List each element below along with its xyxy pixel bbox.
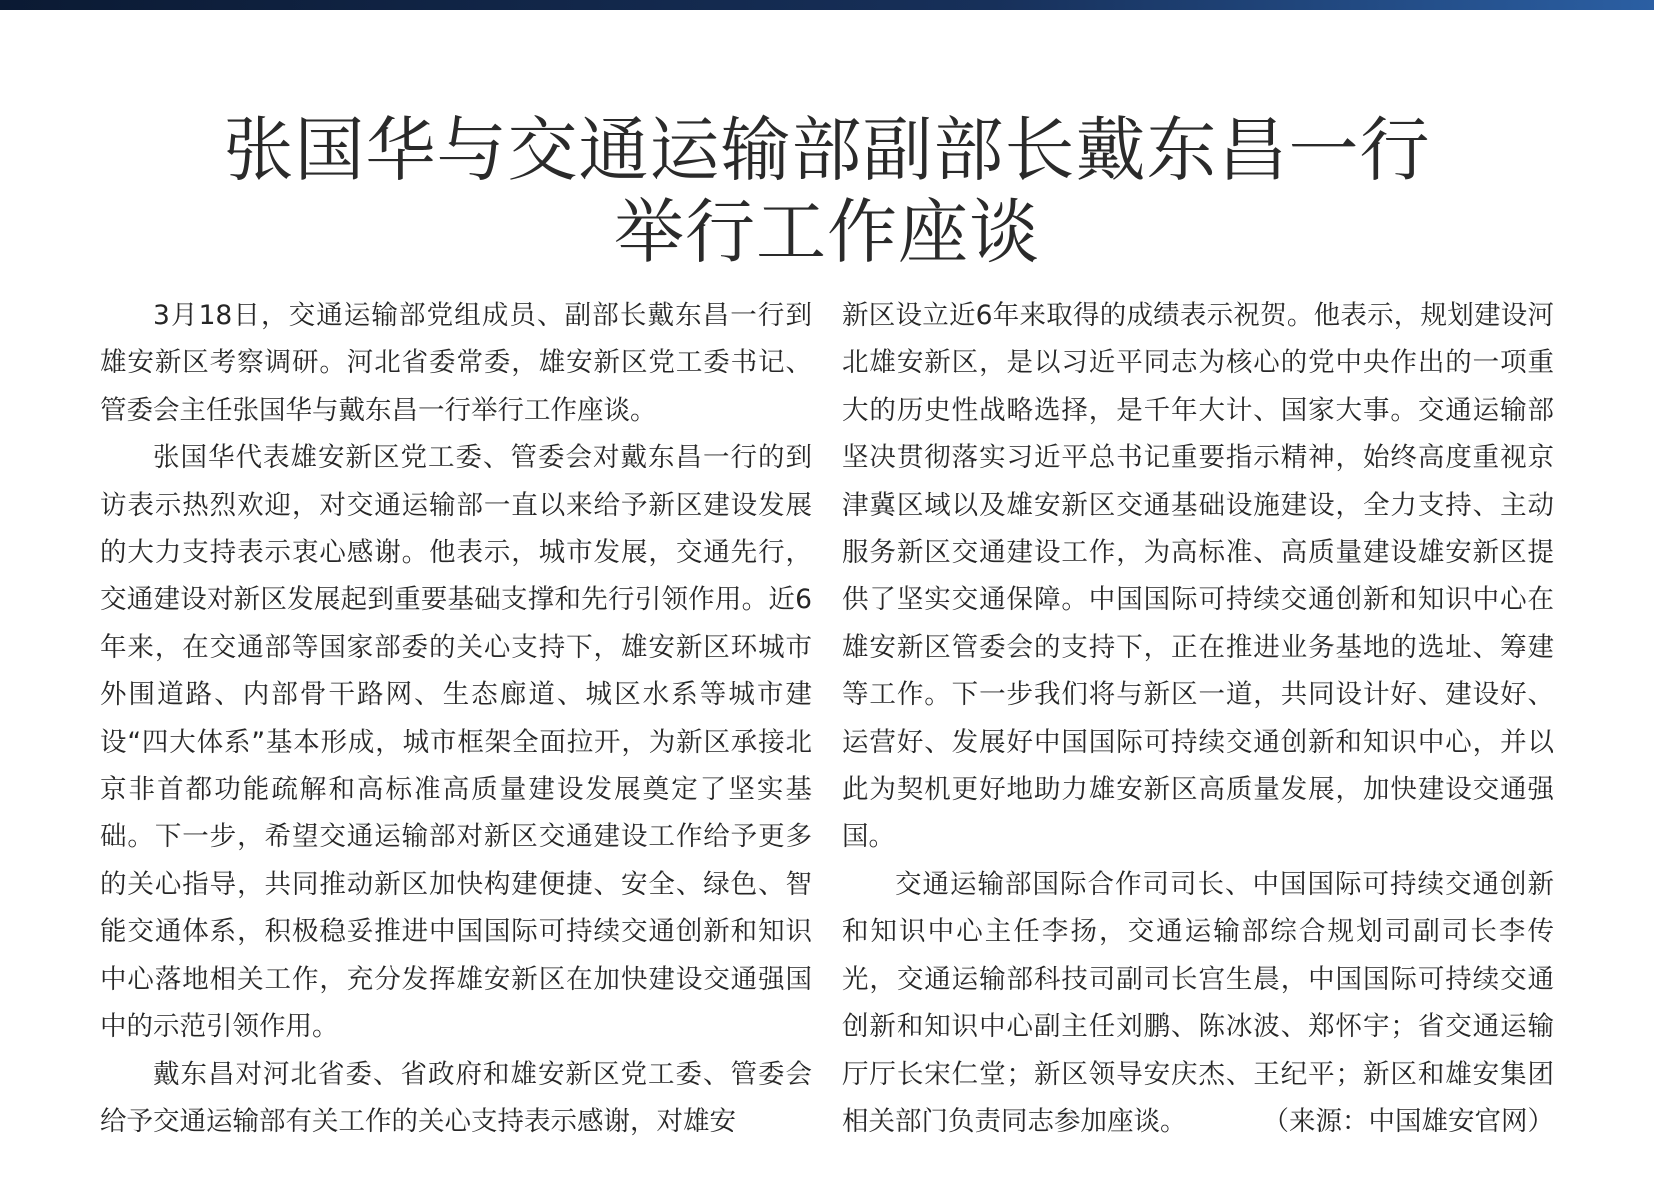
title-line-2: 举行工作座谈 [614, 190, 1040, 273]
paragraph-2: 张国华代表雄安新区党工委、管委会对戴东昌一行的到访表示热烈欢迎，对交通运输部一直以来给予新区建设发展的大力支持表示衷心感谢。他表示，城市发展，交通先行，交通建设对新区发展起到重要基础支撑和先行引领作用。近6年来，在交通部等国家部委的关心支持下，雄安新区环城市外围道路、内部骨干路网、生态廊道、城区水系等城市建设“四大体系”基本形成，城市框架全面拉开，为新区承接北京非首都功能疏解和高标准高质量建设发展奠定了坚实基础。下一步，希望交通运输部对新区交通建设工作给予更多的关心指导，共同推动新区加快构建便捷、安全、绿色、智能交通体系，积极稳妥推进中国国际可持续交通创新和知识中心落地相关工作，充分发挥雄安新区在加快建设交通强国中的示范引领作用。 [100, 442, 812, 1043]
article-column-right [842, 292, 1554, 1145]
paragraph-1: 3月18日，交通运输部党组成员、副部长戴东昌一行到雄安新区考察调研。河北省委常委，雄安新区党工委书记、管委会主任张国华与戴东昌一行举行工作座谈。 [100, 300, 812, 426]
title-line-1: 张国华与交通运输部副部长戴东昌一行 [223, 108, 1431, 191]
paragraph-4 [842, 861, 1554, 1145]
article-column-left [100, 292, 812, 1145]
article-title [0, 109, 1654, 273]
paragraph-3: 戴东昌对河北省委、省政府和雄安新区党工委、管委会给予交通运输部有关工作的关心支持表示感谢，对雄安 [100, 1058, 812, 1137]
article-source: （来源：中国雄安官网） [1262, 1105, 1554, 1137]
top-header-bar [0, 0, 1654, 10]
paragraph-3-continued: 新区设立近6年来取得的成绩表示祝贺。他表示，规划建设河北雄安新区，是以习近平同志为核心的党中央作出的一项重大的历史性战略选择，是千年大计、国家大事。交通运输部坚决贯彻落实习近平总书记重要指示精神，始终高度重视京津冀区域以及雄安新区交通基础设施建设，全力支持、主动服务新区交通建设工作，为高标准、高质量建设雄安新区提供了坚实交通保障。中国国际可持续交通创新和知识中心在雄安新区管委会的支持下，正在推进业务基地的选址、筹建等工作。下一步我们将与新区一道，共同设计好、建设好、运营好、发展好中国国际可持续交通创新和知识中心，并以此为契机更好地助力雄安新区高质量发展，加快建设交通强国。 [842, 300, 1554, 853]
paragraph-4-text: 交通运输部国际合作司司长、中国国际可持续交通创新和知识中心主任李扬，交通运输部综合规划司副司长李传光，交通运输部科技司副司长宫生晨，中国国际可持续交通创新和知识中心副主任刘鹏、陈冰波、郑怀宇；省交通运输厅厅长宋仁堂；新区领导安庆杰、王纪平；新区和雄安集团相关部门负责同志参加座谈。 [842, 868, 1554, 1137]
